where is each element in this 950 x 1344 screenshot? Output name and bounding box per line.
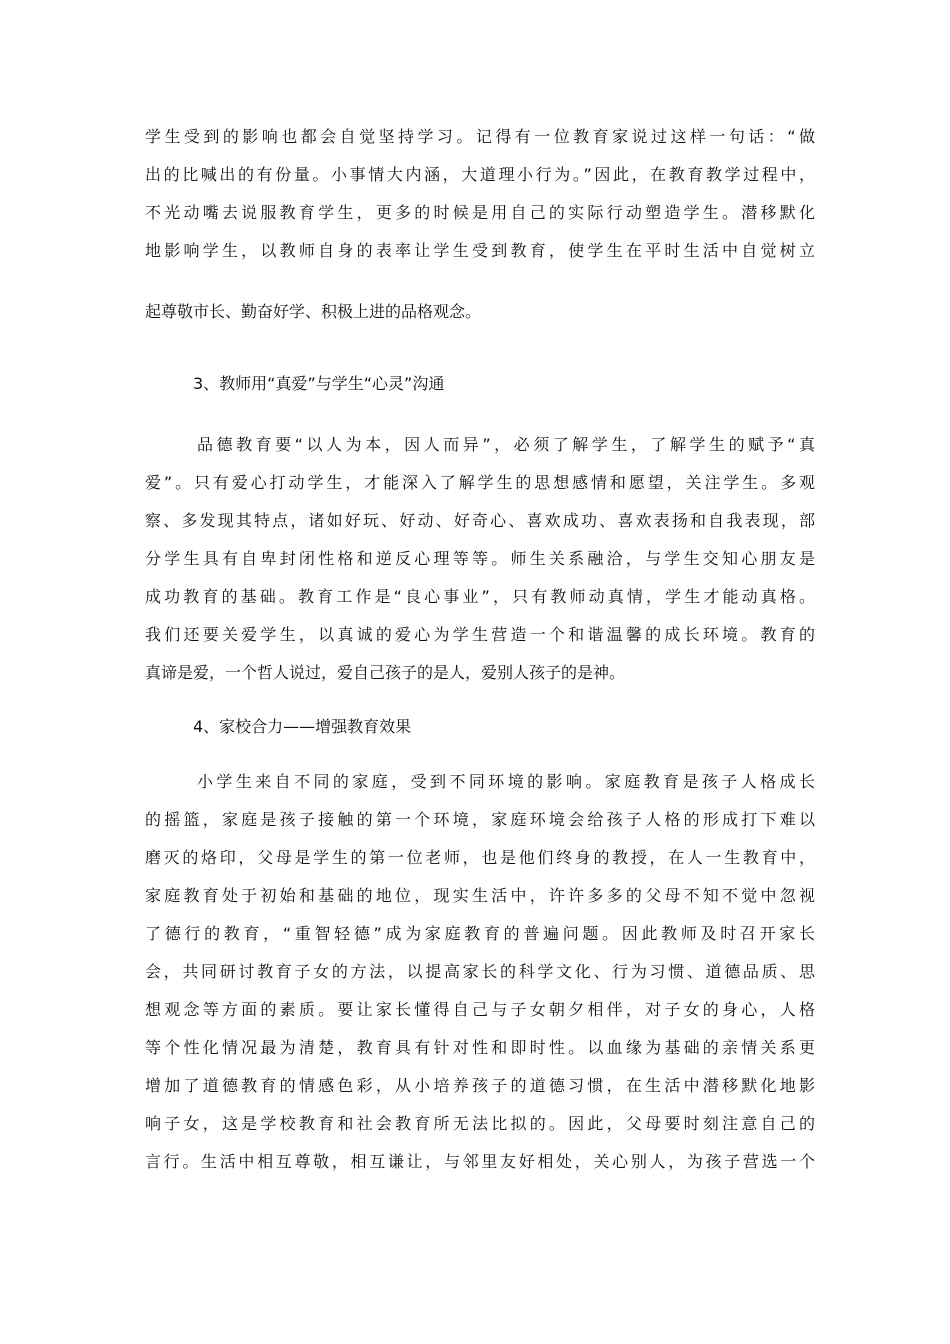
- paragraph-2-line-2: 爱”。只有爱心打动学生，才能深入了解学生的思想感情和愿望，关注学生。多观: [145, 473, 815, 492]
- paragraph-2-line-1: 品德教育要“以人为本，因人而异”，必须了解学生，了解学生的赋予“真: [197, 435, 815, 454]
- paragraph-1-line-4: 地影响学生，以教师自身的表率让学生受到教育，使学生在平时生活中自觉树立: [145, 241, 815, 260]
- paragraph-2-line-5: 成功教育的基础。教育工作是“良心事业”，只有教师动真情，学生才能动真格。: [145, 587, 815, 606]
- paragraph-1-line-5: 起尊敬市长、勤奋好学、积极上进的品格观念。: [145, 302, 482, 321]
- paragraph-3-line-2: 的摇篮，家庭是孩子接触的第一个环境，家庭环境会给孩子人格的形成打下难以: [145, 810, 815, 829]
- paragraph-3-line-8: 等个性化情况最为清楚，教育具有针对性和即时性。以血缘为基础的亲情关系更: [145, 1038, 815, 1057]
- paragraph-3-line-11: 言行。生活中相互尊敬，相互谦让，与邻里友好相处，关心别人，为孩子营选一个: [145, 1152, 815, 1171]
- paragraph-2-line-3: 察、多发现其特点，诸如好玩、好动、好奇心、喜欢成功、喜欢表扬和自我表现，部: [145, 511, 815, 530]
- paragraph-3-line-10: 响子女，这是学校教育和社会教育所无法比拟的。因此，父母要时刻注意自己的: [145, 1114, 815, 1133]
- paragraph-2-line-6: 我们还要关爱学生，以真诚的爱心为学生营造一个和谐温馨的成长环境。教育的: [145, 625, 815, 644]
- paragraph-3-line-9: 增加了道德教育的情感色彩，从小培养孩子的道德习惯，在生活中潜移默化地影: [145, 1076, 815, 1095]
- paragraph-2-line-7: 真谛是爱，一个哲人说过，爱自己孩子的是人，爱别人孩子的是神。: [145, 663, 626, 682]
- section-heading-4: 4、家校合力——增强教育效果: [193, 717, 412, 736]
- paragraph-3-line-7: 想观念等方面的素质。要让家长懂得自己与子女朝夕相伴，对子女的身心，人格: [145, 1000, 815, 1019]
- paragraph-3-line-1: 小学生来自不同的家庭，受到不同环境的影响。家庭教育是孩子人格成长: [197, 772, 815, 791]
- paragraph-1-line-3: 不光动嘴去说服教育学生，更多的时候是用自己的实际行动塑造学生。潜移默化: [145, 203, 815, 222]
- paragraph-3-line-6: 会，共同研讨教育子女的方法，以提高家长的科学文化、行为习惯、道德品质、思: [145, 962, 815, 981]
- section-heading-3: 3、教师用“真爱”与学生“心灵”沟通: [193, 374, 445, 393]
- paragraph-2-line-4: 分学生具有自卑封闭性格和逆反心理等等。师生关系融洽，与学生交知心朋友是: [145, 549, 815, 568]
- paragraph-3-line-5: 了德行的教育，“重智轻德”成为家庭教育的普遍问题。因此教师及时召开家长: [145, 924, 815, 943]
- paragraph-1-line-2: 出的比喊出的有份量。小事情大内涵，大道理小行为。”因此，在教育教学过程中，: [145, 165, 815, 184]
- paragraph-3-line-4: 家庭教育处于初始和基础的地位，现实生活中，许许多多的父母不知不觉中忽视: [145, 886, 815, 905]
- paragraph-3-line-3: 磨灭的烙印，父母是学生的第一位老师，也是他们终身的教授，在人一生教育中，: [145, 848, 815, 867]
- paragraph-1-line-1: 学生受到的影响也都会自觉坚持学习。记得有一位教育家说过这样一句话：“做: [145, 127, 815, 146]
